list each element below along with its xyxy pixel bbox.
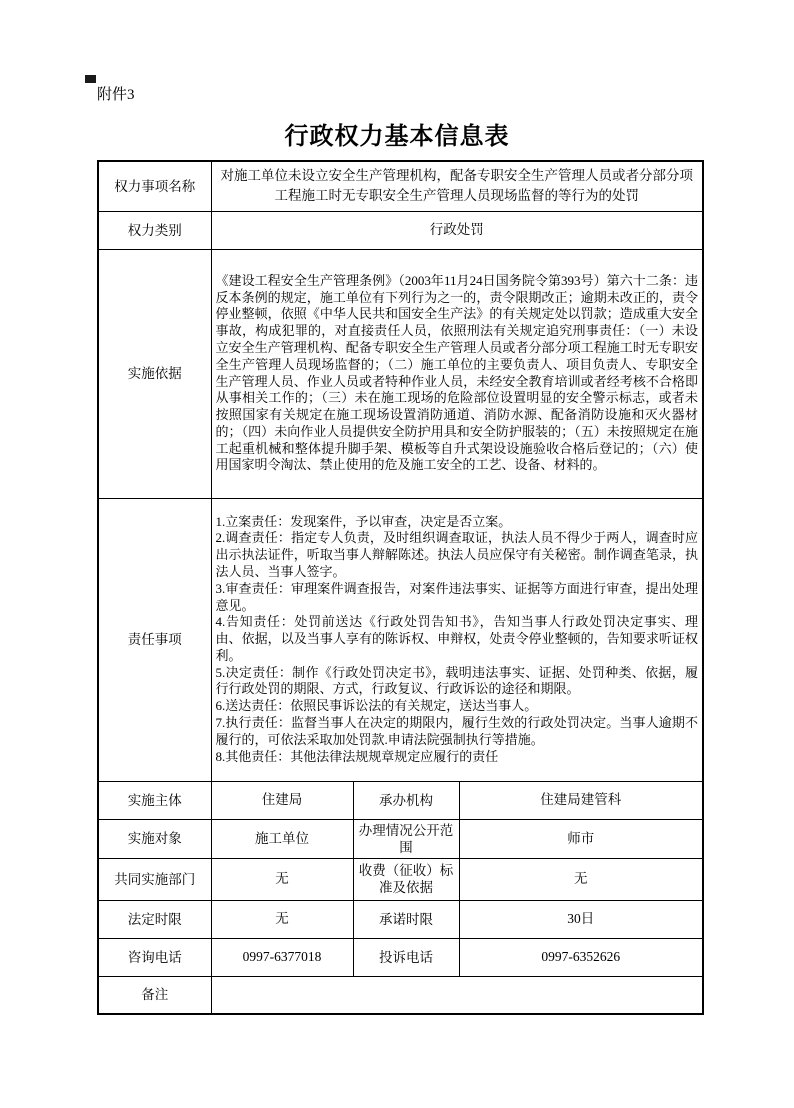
target-label: 实施对象 bbox=[98, 819, 211, 858]
remarks-label: 备注 bbox=[98, 976, 211, 1014]
row-phones bbox=[98, 938, 703, 976]
implementation-basis-value: 《建设工程安全生产管理条例》（2003年11月24日国务院令第393号）第六十二条：违反本条例的规定，施工单位有下列行为之一的，责令限期改正；逾期未改正的，责令停业整顿，依照《中华人民共和国安全生产法》的有关规定处以罚款；造成重大安全事故，构成犯罪的，对直接责任人员，依照刑法有关规定追究刑事责任：（一）未设立安全生产管理机构、配备专职安全生产管理人员或者分部分项工程施工时无专职安全生产管理人员现场监督的；（二）施工单位的主要负责人、项目负责人、专职安全生产管理人员、作业人员或者特种作业人员，未经安全教育培训或者经考核不合格即从事相关工作的；（三）未在施工现场的危险部位设置明显的安全警示标志，或者未按照国家有关规定在施工现场设置消防通道、消防水源、配备消防设施和灭火器材的；（四）未向作业人员提供安全防护用具和安全防护服装的；（五）未按照规定在施工起重机械和整体提升脚手架、模板等自升式架设设施验收合格后登记的；（六）使用国家明令淘汰、禁止使用的危及施工安全的工艺、设备、材料的。 bbox=[211, 249, 703, 498]
responsibility-item: 7.执行责任：监督当事人在决定的期限内，履行生效的行政处罚决定。当事人逾期不履行的，可依法采取加处罚款.申请法院强制执行等措施。 bbox=[215, 715, 699, 747]
consultation-phone-value: 0997-6377018 bbox=[211, 938, 353, 976]
responsibility-item: 1.立案责任：发现案件，予以审查，决定是否立案。 bbox=[215, 513, 512, 529]
row-joint-department bbox=[98, 858, 703, 900]
fee-standard-label: 收费（征收）标准及依据 bbox=[353, 858, 459, 900]
page-title: 行政权力基本信息表 bbox=[284, 124, 510, 150]
undertaking-org-value: 住建局建管科 bbox=[459, 781, 703, 819]
implementer-label: 实施主体 bbox=[98, 781, 211, 819]
responsibility-item: 4.告知责任：处罚前送达《行政处罚告知书》，告知当事人行政处罚决定事实、理由、依据，以及当事人享有的陈诉权、申辩权，处责令停业整顿的，告知要求听证权利。 bbox=[215, 614, 699, 663]
joint-department-value: 无 bbox=[211, 858, 353, 900]
responsibility-item: 5.决定责任：制作《行政处罚决定书》，载明违法事实、证据、处罚种类、依据，履行行政处罚的期限、方式，行政复议、行政诉讼的途径和期限。 bbox=[215, 664, 699, 697]
power-category-value: 行政处罚 bbox=[211, 211, 703, 249]
responsibility-item: 3.审查责任：审理案件调查报告，对案件违法事实、证据等方面进行审查，提出处理意见。 bbox=[215, 580, 699, 613]
power-category-label: 权力类别 bbox=[98, 211, 211, 249]
responsibilities-value bbox=[211, 498, 703, 781]
implementer-value: 住建局 bbox=[211, 781, 353, 819]
responsibility-item: 2.调查责任：指定专人负责，及时组织调查取证，执法人员不得少于两人，调查时应出示执法证件，听取当事人辩解陈述。执法人员应保守有关秘密。制作调查笔录，执法人员、当事人签字。 bbox=[215, 530, 699, 579]
responsibilities-label: 责任事项 bbox=[98, 498, 211, 781]
row-implementer bbox=[98, 781, 703, 819]
disclosure-scope-label: 办理情况公开范围 bbox=[353, 819, 459, 858]
statutory-time-label: 法定时限 bbox=[98, 900, 211, 938]
row-power-name bbox=[98, 161, 703, 211]
fee-standard-value: 无 bbox=[459, 858, 703, 900]
row-power-category bbox=[98, 211, 703, 249]
responsibility-item: 8.其他责任：其他法律法规规章规定应履行的责任 bbox=[215, 748, 499, 764]
power-name-label: 权力事项名称 bbox=[98, 161, 211, 211]
implementation-basis-label: 实施依据 bbox=[98, 249, 211, 498]
statutory-time-value: 无 bbox=[211, 900, 353, 938]
attachment-label: 附件3 bbox=[97, 87, 135, 103]
row-implementation-basis bbox=[98, 249, 703, 498]
complaint-phone-label: 投诉电话 bbox=[353, 938, 459, 976]
info-table bbox=[97, 160, 704, 1015]
consultation-phone-label: 咨询电话 bbox=[98, 938, 211, 976]
scan-artifact bbox=[85, 75, 96, 83]
row-target bbox=[98, 819, 703, 858]
disclosure-scope-value: 师市 bbox=[459, 819, 703, 858]
row-responsibilities bbox=[98, 498, 703, 781]
joint-department-label: 共同实施部门 bbox=[98, 858, 211, 900]
promised-time-value: 30日 bbox=[459, 900, 703, 938]
undertaking-org-label: 承办机构 bbox=[353, 781, 459, 819]
row-statutory-time bbox=[98, 900, 703, 938]
promised-time-label: 承诺时限 bbox=[353, 900, 459, 938]
row-remarks bbox=[98, 976, 703, 1014]
complaint-phone-value: 0997-6352626 bbox=[459, 938, 703, 976]
target-value: 施工单位 bbox=[211, 819, 353, 858]
power-name-value: 对施工单位未设立安全生产管理机构，配备专职安全生产管理人员或者分部分项工程施工时无专职安全生产管理人员现场监督的等行为的处罚 bbox=[211, 161, 703, 211]
responsibility-item: 6.送达责任：依照民事诉讼法的有关规定，送达当事人。 bbox=[215, 698, 538, 714]
remarks-value bbox=[211, 976, 703, 1014]
